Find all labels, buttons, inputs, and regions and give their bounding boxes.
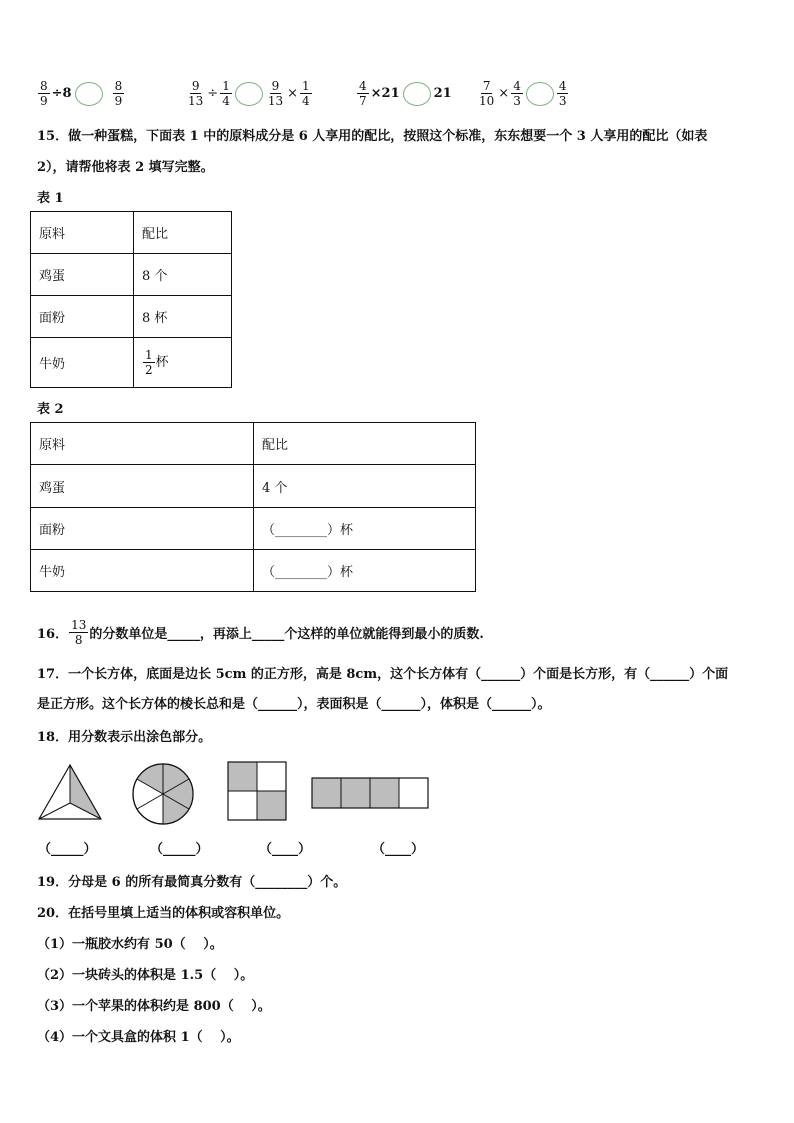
fraction: $\frac{4}{7}$ (359, 79, 367, 108)
table-answer-cell[interactable]: （________）杯 (254, 508, 476, 550)
table-answer-cell[interactable]: （________）杯 (254, 550, 476, 592)
fraction: $\frac{8}{9}$ (114, 79, 123, 108)
shaded-square-figure (227, 761, 287, 821)
compare-item-4: $\frac{7}{10}$ × $\frac{4}{3}$ $\frac{4}{3}$ (479, 79, 567, 108)
table-cell: 4 个 (254, 465, 476, 508)
table-cell: 鸡蛋 (31, 465, 254, 508)
answer-circle[interactable] (526, 82, 554, 106)
question-19: 19．分母是 6 的所有最简真分数有（________）个。 (37, 875, 347, 890)
compare-item-3: $\frac{4}{7}$ ×21 21 (359, 79, 452, 108)
table-header-cell: 原料 (31, 212, 134, 254)
table-cell: 鸡蛋 (31, 254, 134, 296)
table-2 (30, 422, 476, 592)
table-cell: $\frac{1}{2}$ 杯 (134, 338, 232, 388)
fraction: $\frac{4}{3}$ (513, 79, 521, 108)
table-2-title: 表 2 (37, 402, 64, 417)
fraction: $\frac{1}{4}$ (222, 79, 230, 108)
question-15-line-2: 2），请帮他将表 2 填写完整。 (37, 160, 214, 175)
question-17-line-2: 是正方形。这个长方体的棱长总和是（______），表面积是（______），体积是（______）。 (37, 697, 551, 712)
answer-circle[interactable] (235, 82, 263, 106)
fraction: $\frac{4}{3}$ (558, 79, 567, 108)
table-header-cell: 配比 (254, 423, 476, 465)
shaded-bar-figure (311, 777, 429, 809)
table-1-title: 表 1 (37, 191, 64, 206)
fraction: $\frac{9}{13}$ (267, 79, 284, 108)
table-1 (30, 211, 232, 388)
table-cell: 8 杯 (134, 296, 232, 338)
question-20-item: （1）一瓶胶水约有 50（ ）。 (37, 937, 223, 952)
table-cell: 牛奶 (31, 338, 134, 388)
fraction: $\frac{1}{4}$ (302, 79, 310, 108)
fraction: $\frac{13}{8}$ (71, 618, 87, 647)
question-20-item: （2）一块砖头的体积是 1.5（ ）。 (37, 968, 254, 983)
compare-item-1: $\frac{8}{9}$ ÷8 $\frac{8}{9}$ (40, 79, 123, 108)
question-15-line-1: 15．做一种蛋糕，下面表 1 中的原料成分是 6 人享用的配比，按照这个标准，东东想要一个 3 人享用的配比（如表 (37, 129, 708, 144)
fraction: $\frac{9}{13}$ (188, 79, 204, 108)
question-16: 16． $\frac{13}{8}$ 的分数单位是_____，再添上_____个这样的单位就能得到最小的质数. (37, 618, 484, 647)
fraction: $\frac{8}{9}$ (40, 79, 48, 108)
table-cell: 面粉 (31, 296, 134, 338)
fraction: $\frac{1}{2}$ (145, 348, 153, 377)
table-header-cell: 原料 (31, 423, 254, 465)
question-20-item: （3）一个苹果的体积约是 800（ ）。 (37, 999, 271, 1014)
question-18-title: 18．用分数表示出涂色部分。 (37, 730, 212, 745)
question-17-line-1: 17．一个长方体，底面是边长 5cm 的正方形，高是 8cm，这个长方体有（______）个面是长方形，有（______）个面 (37, 667, 729, 682)
shaded-triangle-figure (37, 763, 103, 821)
fraction: $\frac{7}{10}$ (479, 79, 495, 108)
table-cell: 牛奶 (31, 550, 254, 592)
table-cell: 8 个 (134, 254, 232, 296)
question-20-item: （4）一个文具盒的体积 1（ ）。 (37, 1030, 240, 1045)
shaded-circle-figure (130, 761, 196, 827)
answer-blank-1[interactable]: （_____） (38, 842, 97, 857)
answer-blank-2[interactable]: （_____） (150, 842, 209, 857)
answer-circle[interactable] (75, 82, 103, 106)
answer-blank-3[interactable]: （____） (259, 842, 312, 857)
question-20-title: 20．在括号里填上适当的体积或容积单位。 (37, 906, 290, 921)
compare-item-2: $\frac{9}{13}$ ÷ $\frac{1}{4}$ $\frac{9}{13}$ × $\frac{1}{4}$ (188, 79, 310, 108)
answer-blank-4[interactable]: （____） (372, 842, 425, 857)
table-cell: 面粉 (31, 508, 254, 550)
answer-circle[interactable] (403, 82, 431, 106)
table-header-cell: 配比 (134, 212, 232, 254)
